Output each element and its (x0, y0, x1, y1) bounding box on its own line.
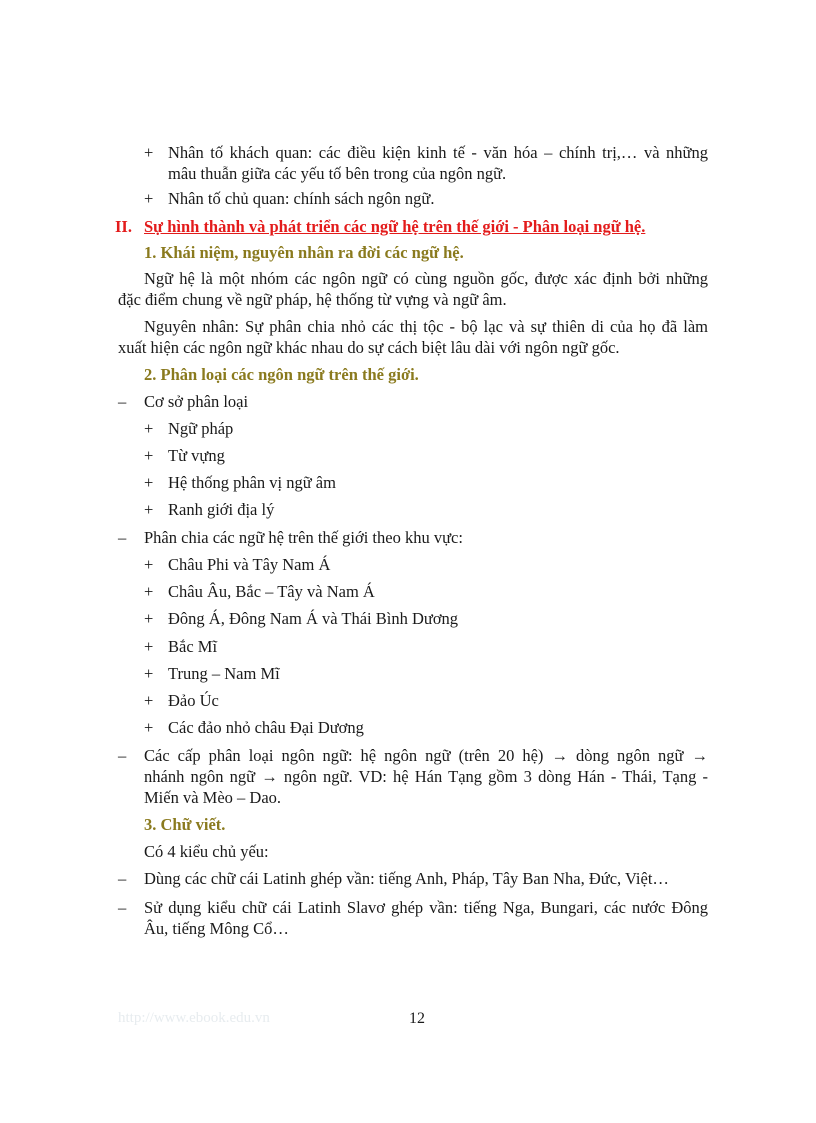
bullet-marker: + (144, 637, 154, 656)
paragraph-line: Nguyên nhân: Sự phân chia nhỏ các thị tộc - bộ lạc và sự thiên di của họ đã làm (144, 317, 708, 336)
bullet-marker: + (144, 718, 154, 737)
bullet-text: mâu thuẫn giữa các yếu tố bên trong của ngôn ngữ. (168, 164, 507, 183)
list-item: Bắc Mĩ (168, 637, 218, 656)
list-label: Cơ sở phân loại (144, 392, 249, 411)
list-item: Châu Âu, Bắc – Tây và Nam Á (168, 582, 375, 601)
dash-marker: – (118, 869, 127, 888)
dash-marker: – (118, 392, 127, 411)
list-item: Ranh giới địa lý (168, 500, 275, 519)
bullet-marker: + (144, 582, 154, 601)
bullet-marker: + (144, 143, 154, 162)
list-item: Sử dụng kiểu chữ cái Latinh Slavơ ghép vần: tiếng Nga, Bungari, các nước Đông (144, 898, 708, 917)
bullet-marker: + (144, 664, 154, 683)
paragraph-line: đặc điểm chung về ngữ pháp, hệ thống từ vựng và ngữ âm. (118, 290, 507, 309)
dash-marker: – (118, 528, 127, 547)
section-number: II. (115, 217, 132, 236)
bullet-marker: + (144, 500, 154, 519)
footer-watermark-url[interactable]: http://www.ebook.edu.vn (118, 1010, 270, 1026)
dash-marker: – (118, 746, 127, 765)
section-heading: Sự hình thành và phát triển các ngữ hệ trên thế giới - Phân loại ngữ hệ. (144, 217, 646, 236)
paragraph-line: xuất hiện các ngôn ngữ khác nhau do sự cách biệt lâu dài với ngôn ngữ gốc. (118, 338, 620, 357)
list-label: Phân chia các ngữ hệ trên thế giới theo khu vực: (144, 528, 463, 547)
paragraph-line: Các cấp phân loại ngôn ngữ: hệ ngôn ngữ (trên 20 hệ) → dòng ngôn ngữ → (144, 746, 708, 765)
bullet-marker: + (144, 555, 154, 574)
list-item: Âu, tiếng Mông Cổ… (144, 919, 289, 938)
page-number: 12 (409, 1010, 425, 1027)
list-item: Hệ thống phân vị ngữ âm (168, 473, 336, 492)
paragraph-line: Có 4 kiểu chủ yếu: (144, 842, 269, 861)
list-item: Từ vựng (168, 446, 225, 465)
list-item: Trung – Nam Mĩ (168, 664, 280, 683)
subsection-heading: 3. Chữ viết. (144, 815, 226, 834)
subsection-heading: 1. Khái niệm, nguyên nhân ra đời các ngữ hệ. (144, 243, 464, 262)
bullet-marker: + (144, 446, 154, 465)
bullet-marker: + (144, 419, 154, 438)
paragraph-line: Ngữ hệ là một nhóm các ngôn ngữ có cùng nguồn gốc, được xác định bởi những (144, 269, 708, 288)
list-item: Các đảo nhỏ châu Đại Dương (168, 718, 364, 737)
paragraph-line: Miến và Mèo – Dao. (144, 788, 282, 807)
bullet-marker: + (144, 609, 154, 628)
bullet-marker: + (144, 691, 154, 710)
list-item: Đảo Úc (168, 691, 219, 710)
list-item: Đông Á, Đông Nam Á và Thái Bình Dương (168, 609, 459, 628)
list-item: Ngữ pháp (168, 419, 234, 438)
bullet-text: Nhân tố chủ quan: chính sách ngôn ngữ. (168, 189, 435, 208)
list-item: Dùng các chữ cái Latinh ghép vần: tiếng Anh, Pháp, Tây Ban Nha, Đức, Việt… (144, 869, 669, 888)
paragraph-line: nhánh ngôn ngữ → ngôn ngữ. VD: hệ Hán Tạng gồm 3 dòng Hán - Thái, Tạng - (144, 767, 708, 786)
list-item: Châu Phi và Tây Nam Á (168, 555, 331, 574)
bullet-marker: + (144, 473, 154, 492)
subsection-heading: 2. Phân loại các ngôn ngữ trên thế giới. (144, 365, 419, 384)
dash-marker: – (118, 898, 127, 917)
bullet-marker: + (144, 189, 154, 208)
bullet-text: Nhân tố khách quan: các điều kiện kinh tế - văn hóa – chính trị,… và những (168, 143, 708, 162)
